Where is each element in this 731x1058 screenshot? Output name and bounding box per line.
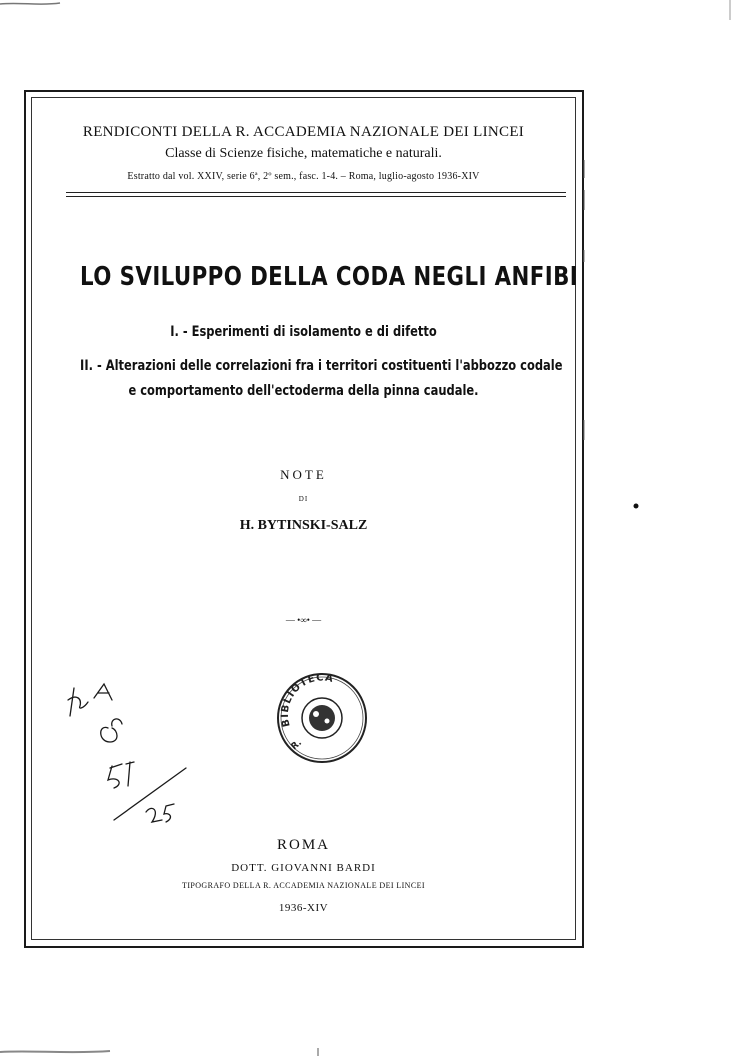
journal-title: RENDICONTI DELLA R. ACCADEMIA NAZIONALE DEI LINCEI — [82, 124, 525, 140]
stamp-initials: R. — [289, 737, 304, 753]
ornament-divider: — •∞• — — [285, 615, 322, 625]
subtitle-part-2-cont: e comportamento dell'ectoderma della pinna caudale. — [128, 383, 479, 399]
handwritten-shelfmark-icon — [60, 680, 190, 840]
header-rule-top — [66, 192, 566, 193]
extract-info: Estratto dal vol. XXIV, serie 6ª, 2º sem., fasc. 1-4. – Roma, luglio-agosto 1936-XIV — [127, 171, 480, 182]
subtitle-part-1: I. - Esperimenti di isolamento e di difetto — [170, 324, 437, 340]
stamp-text: BIBLIOTECA — [279, 672, 335, 728]
library-stamp-icon — [272, 668, 372, 768]
imprint-printer: DOTT. GIOVANNI BARDI — [231, 862, 376, 874]
imprint-year: 1936-XIV — [278, 902, 329, 914]
di-label: DI — [298, 495, 309, 503]
author-name: H. BYTINSKI-SALZ — [239, 518, 368, 533]
journal-class: Classe di Scienze fisiche, matematiche e naturali. — [165, 146, 442, 161]
header-rule-bottom — [66, 196, 566, 197]
subtitle-part-2: II. - Alterazioni delle correlazioni fra i territori costituenti l'abbozzo codale — [80, 358, 563, 374]
imprint-city: ROMA — [276, 837, 330, 853]
note-label: NOTE — [280, 467, 327, 482]
handwritten-line-1: An A — [70, 712, 73, 713]
imprint-printer-role: TIPOGRAFO DELLA R. ACCADEMIA NAZIONALE DEI LINCEI — [182, 881, 425, 890]
paper-title: LO SVILUPPO DELLA CODA NEGLI ANFIBI — [80, 262, 579, 292]
